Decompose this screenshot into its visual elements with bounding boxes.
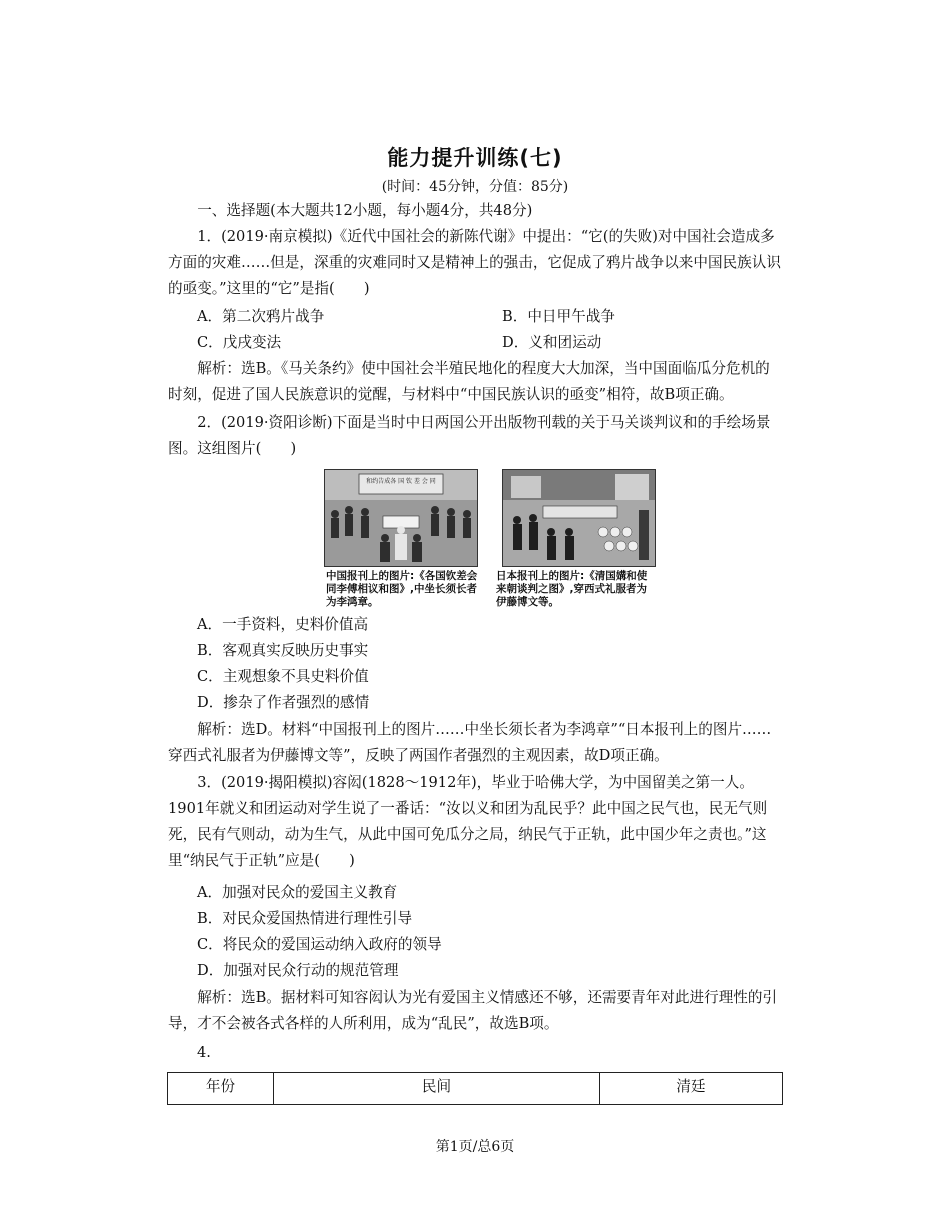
page-footer: 第1页/总6页 [435, 1139, 515, 1155]
question-3-option-b: B．对民众爱国热情进行理性引导 [197, 910, 413, 927]
question-3-option-c: C．将民众的爱国运动纳入政府的领导 [197, 936, 442, 953]
table-header-qing-court: 清廷 [600, 1073, 783, 1105]
banner-text: 和约告成各 国 钦 差 会 同 [366, 478, 436, 485]
question-3-analysis: 解析：选B。据材料可知容闳认为光有爱国主义情感还不够，还需要青年对此进行理性的引导，才不会被各式各样的人所利用，成为“乱民”，故选B项。 [168, 989, 778, 1032]
table-header-row [168, 1073, 783, 1105]
chinese-figure-caption: 中国报刊上的图片:《各国钦差会同李傅相议和图》,中坐长须长者为李鸿章。 [326, 570, 478, 608]
question-2-option-b: B．客观真实反映历史事实 [197, 642, 369, 659]
question-2-analysis: 解析：选D。材料“中国报刊上的图片……中坐长须长者为李鸿章”“日本报刊上的图片……穿西式礼服者为伊藤博文等”，反映了两国作者强烈的主观因素，故D项正确。 [168, 721, 772, 764]
chinese-newspaper-illustration [324, 469, 478, 567]
question-3-option-d: D．加强对民众行动的规范管理 [197, 962, 399, 979]
japanese-figure-caption: 日本报刊上的图片:《清国媾和使来朝谈判之图》,穿西式礼服者为伊藤博文等。 [496, 570, 648, 608]
page-title: 能力提升训练(七) [387, 146, 563, 170]
question-2-option-d: D．掺杂了作者强烈的感情 [197, 694, 370, 711]
question-2-stem: 2．(2019·资阳诊断)下面是当时中日两国公开出版物刊载的关于马关谈判议和的手绘场景图。这组图片( ) [168, 414, 771, 457]
question-1-option-a: A．第二次鸦片战争 [197, 308, 325, 325]
question-4-table [167, 1072, 783, 1105]
question-1-option-b: B．中日甲午战争 [502, 308, 615, 325]
table-header-year: 年份 [168, 1073, 274, 1105]
question-1-analysis: 解析：选B。《马关条约》使中国社会半殖民地化的程度大大加深，当中国面临瓜分危机的时刻，促进了国人民族意识的觉醒，与材料中“中国民族认识的亟变”相符，故B项正确。 [168, 360, 770, 403]
question-1-option-d: D．义和团运动 [502, 334, 602, 351]
question-3-option-a: A．加强对民众的爱国主义教育 [197, 884, 398, 901]
table-header-civil: 民间 [274, 1073, 600, 1105]
japanese-newspaper-illustration [502, 469, 656, 567]
question-1-option-c: C．戊戌变法 [197, 334, 282, 351]
question-2-option-c: C．主观想象不具史料价值 [197, 668, 369, 685]
exam-info: (时间：45分钟，分值：85分) [381, 179, 569, 195]
question-3-stem: 3．(2019·揭阳模拟)容闳(1828～1912年)，毕业于哈佛大学，为中国留美之第一人。1901年就义和团运动对学生说了一番话：“汝以义和团为乱民乎？此中国之民气也，民无气则死，民有气则动，动为生气，从此中国可免瓜分之局，纳民气于正轨，此中国少年之责也。”这里“纳民气于正轨”应是( ) [168, 774, 768, 869]
question-1-stem: 1．(2019·南京模拟)《近代中国社会的新陈代谢》中提出：“它(的失败)对中国社会造成多方面的灾难……但是，深重的灾难同时又是精神上的强击，它促成了鸦片战争以来中国民族认识的亟变。”这里的“它”是指( ) [168, 228, 781, 297]
section-heading: 一、选择题(本大题共12小题，每小题4分，共48分) [197, 202, 533, 219]
question-4-number: 4. [197, 1044, 211, 1061]
question-2-option-a: A．一手资料，史料价值高 [197, 616, 369, 633]
